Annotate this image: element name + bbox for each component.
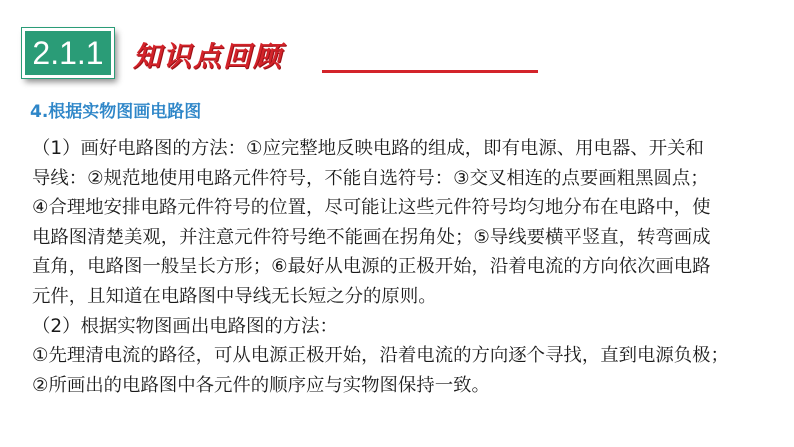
section-title: 知识点回顾 [133,40,284,73]
section-number-badge [22,28,114,78]
subheading: 4.根据实物图画电路图 [30,102,202,122]
body-line: ④合理地安排电路元件符号的位置，尽可能让这些元件符号均匀地分布在电路中，使 [32,197,711,219]
title-underline [322,70,538,73]
body-line: ②所画出的电路图中各元件的顺序应与实物图保持一致。 [32,374,490,396]
body-line: 直角，电路图一般呈长方形；⑥最好从电源的正极开始，沿着电流的方向依次画电路 [32,256,711,278]
body-line: （1）画好电路图的方法：①应完整地反映电路的组成，即有电源、用电器、开关和 [32,138,704,159]
section-number: 2.1.1 [32,35,104,71]
body-line: （2）根据实物图画出电路图的方法： [32,315,338,337]
body-line: ①先理清电流的路径，可从电源正极开始，沿着电流的方向逐个寻找，直到电源负极； [32,345,729,367]
body-line: 元件，且知道在电路图中导线无长短之分的原则。 [32,285,437,307]
body-text [32,134,782,400]
body-line: 电路图清楚美观，并注意元件符号绝不能画在拐角处；⑤导线要横平竖直，转弯画成 [32,226,711,248]
body-line: 导线：②规范地使用电路元件符号，不能自选符号：③交叉相连的点要画粗黑圆点； [32,167,709,189]
